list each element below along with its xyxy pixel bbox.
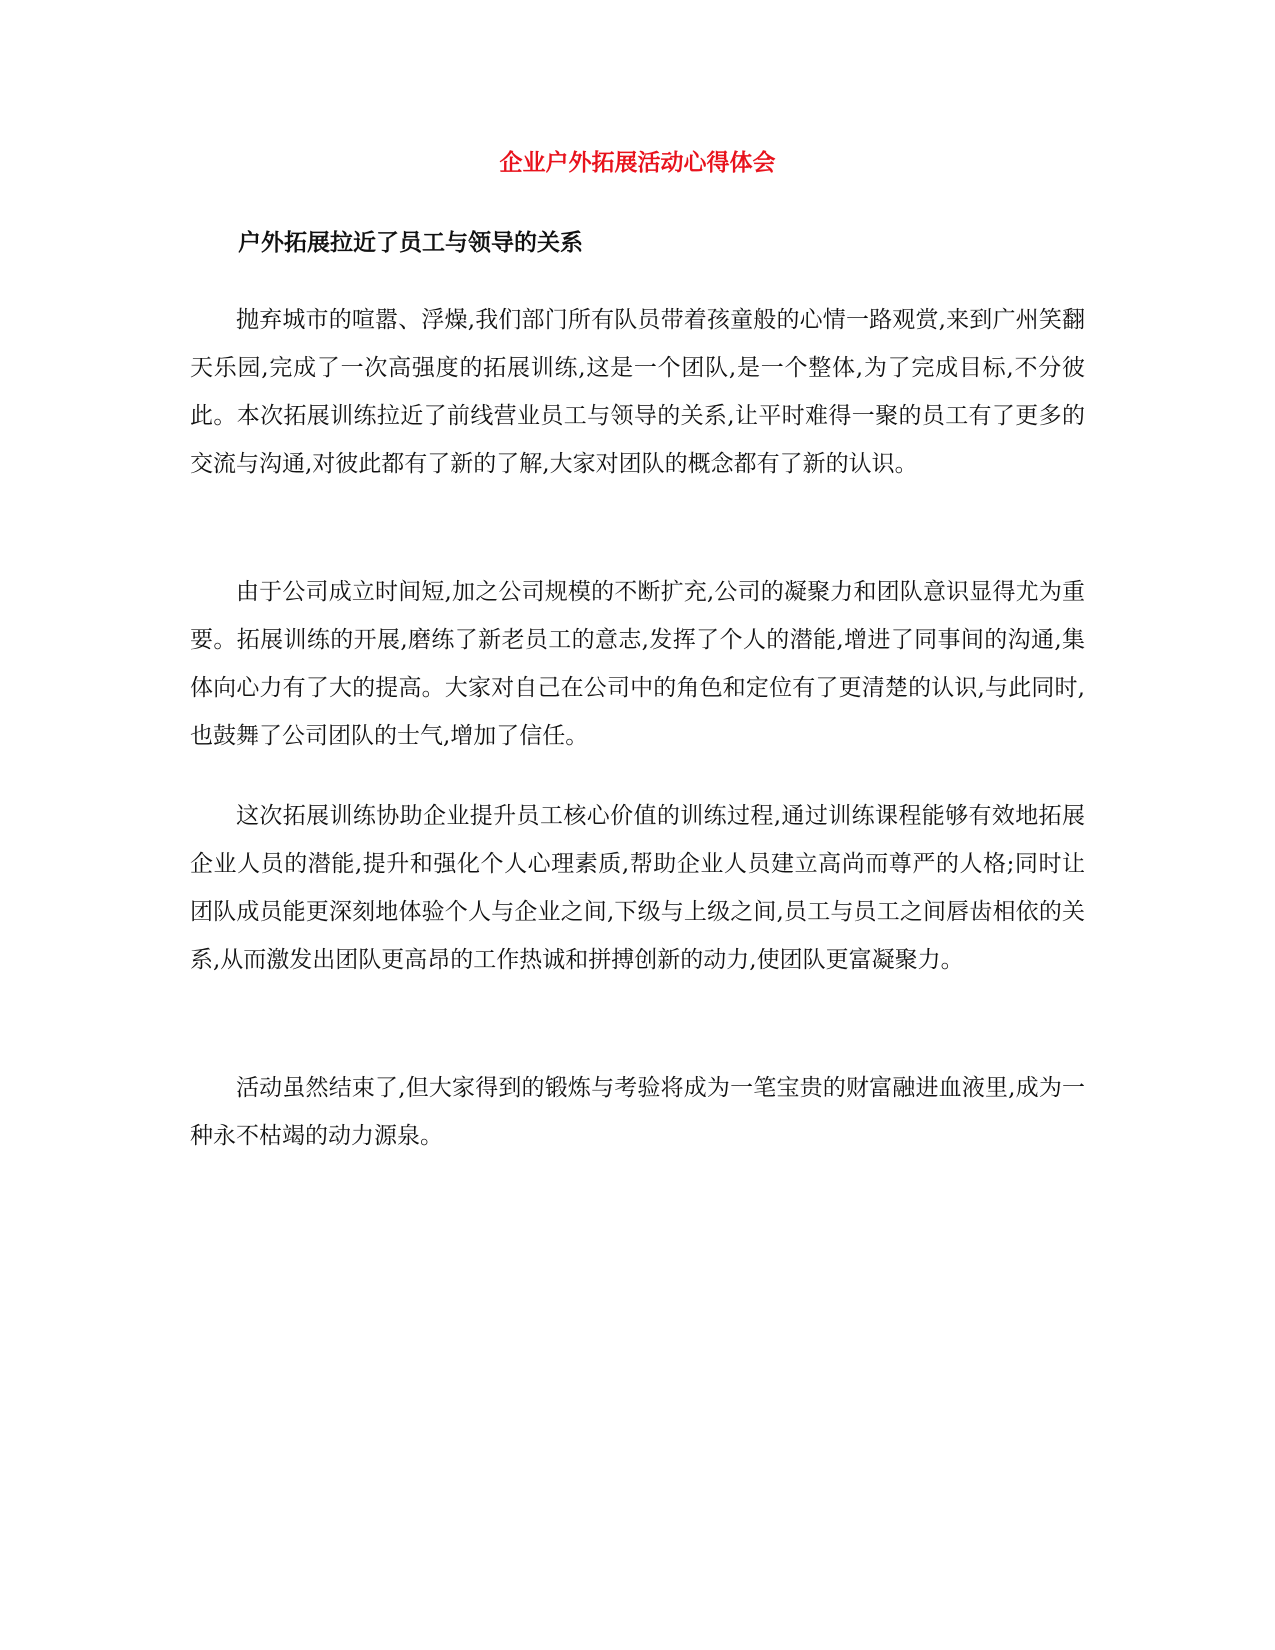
paragraph-3: 这次拓展训练协助企业提升员工核心价值的训练过程,通过训练课程能够有效地拓展企业人员的潜能,提升和强化个人心理素质,帮助企业人员建立高尚而尊严的人格;同时让团队成员能更深刻地体验个人与企业之间,下级与上级之间,员工与员工之间唇齿相依的关系,从而激发出团队更高昂的工作热诚和拼搏创新的动力,使团队更富凝聚力。 bbox=[190, 803, 1085, 973]
section-heading: 户外拓展拉近了员工与领导的关系 bbox=[238, 229, 583, 256]
paragraph-1: 抛弃城市的喧嚣、浮燥,我们部门所有队员带着孩童般的心情一路观赏,来到广州笑翻天乐园,完成了一次高强度的拓展训练,这是一个团队,是一个整体,为了完成目标,不分彼此。本次拓展训练拉近了前线营业员工与领导的关系,让平时难得一聚的员工有了更多的交流与沟通,对彼此都有了新的了解,大家对团队的概念都有了新的认识。 bbox=[190, 307, 1085, 477]
paragraph-4: 活动虽然结束了,但大家得到的锻炼与考验将成为一笔宝贵的财富融进血液里,成为一种永不枯竭的动力源泉。 bbox=[190, 1075, 1085, 1149]
paragraph-2: 由于公司成立时间短,加之公司规模的不断扩充,公司的凝聚力和团队意识显得尤为重要。拓展训练的开展,磨练了新老员工的意志,发挥了个人的潜能,增进了同事间的沟通,集体向心力有了大的提高。大家对自己在公司中的角色和定位有了更清楚的认识,与此同时,也鼓舞了公司团队的士气,增加了信任。 bbox=[190, 579, 1085, 749]
document-title: 企业户外拓展活动心得体会 bbox=[499, 149, 776, 176]
